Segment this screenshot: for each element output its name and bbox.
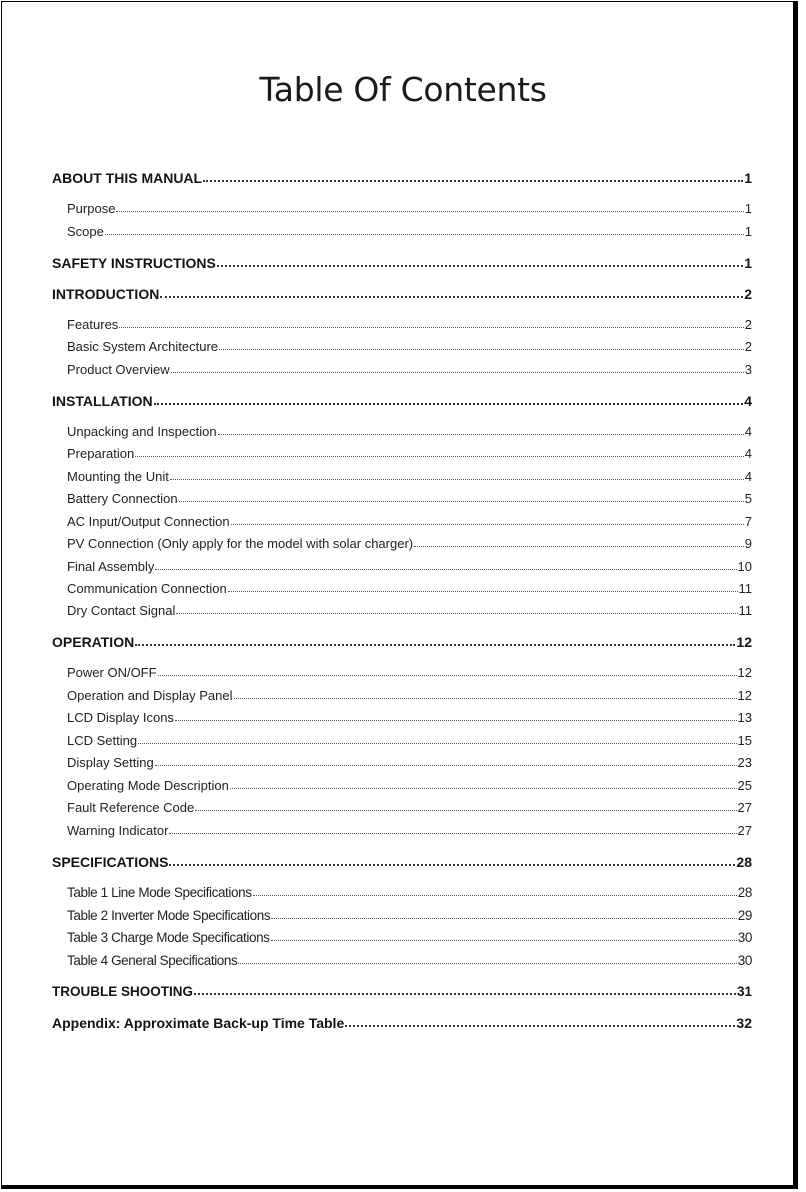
- page-title: Table Of Contents: [259, 70, 547, 109]
- toc-item-pv-connection[interactable]: [67, 536, 752, 551]
- toc-entry-page: 29: [737, 908, 752, 923]
- toc-entry-page: 11: [738, 603, 752, 618]
- toc-entry-page: 2: [744, 317, 752, 332]
- toc-item-lcd-setting[interactable]: [67, 733, 752, 748]
- toc-entry-label: Features: [67, 317, 119, 332]
- toc-entry-page: 30: [737, 953, 752, 968]
- toc-section-about-this-manual[interactable]: [52, 170, 752, 186]
- toc-entry-label: INSTALLATION: [52, 393, 153, 409]
- toc-entry-page: 23: [737, 755, 752, 770]
- toc-item-preparation[interactable]: [67, 446, 752, 461]
- dot-leader: [170, 469, 744, 481]
- toc-entry-page: 4: [744, 424, 752, 439]
- toc-entry-label: Battery Connection: [67, 491, 178, 506]
- toc-entry-label: Table 3 Charge Mode Specifications: [67, 930, 270, 945]
- toc-entry-page: 2: [744, 339, 752, 354]
- dot-leader: [228, 581, 738, 593]
- dot-leader: [234, 688, 737, 700]
- toc-entry-label: Power ON/OFF: [67, 665, 157, 680]
- toc-item-warning-indicator[interactable]: [67, 823, 752, 838]
- toc-item-lcd-display-icons[interactable]: [67, 710, 752, 725]
- dot-leader: [345, 1016, 735, 1028]
- toc-entry-label: Product Overview: [67, 362, 170, 377]
- dot-leader: [238, 953, 736, 965]
- toc-entry-label: Mounting the Unit: [67, 469, 169, 484]
- toc-entry-label: Operation and Display Panel: [67, 688, 233, 703]
- dot-leader: [138, 733, 736, 745]
- dot-leader: [135, 446, 744, 458]
- toc-entry-page: 4: [744, 446, 752, 461]
- toc-entry-page: 31: [736, 984, 752, 999]
- toc-item-scope[interactable]: [67, 224, 752, 239]
- dot-leader: [217, 256, 743, 268]
- toc-entry-page: 4: [744, 469, 752, 484]
- toc-item-table-1-line-mode[interactable]: [67, 885, 752, 900]
- toc-entry-label: Operating Mode Description: [67, 778, 229, 793]
- toc-entry-page: 13: [737, 710, 752, 725]
- toc-entry-label: Preparation: [67, 446, 135, 461]
- toc-item-table-4-general[interactable]: [67, 953, 752, 968]
- toc-item-ac-input-output-connection[interactable]: [67, 514, 752, 529]
- toc-entry-label: PV Connection (Only apply for the model with solar charger): [67, 536, 414, 551]
- toc-entry-label: OPERATION: [52, 634, 135, 650]
- toc-entry-page: 28: [737, 885, 752, 900]
- toc-entry-label: Basic System Architecture: [67, 339, 218, 354]
- toc-entry-label: Appendix: Approximate Back-up Time Table: [52, 1015, 345, 1031]
- toc-entry-page: 10: [737, 559, 752, 574]
- toc-section-trouble-shooting[interactable]: [52, 984, 752, 999]
- toc-entry-page: 5: [744, 491, 752, 506]
- toc-entry-page: 15: [737, 733, 752, 748]
- dot-leader: [271, 908, 737, 920]
- toc-entry-page: 11: [738, 581, 752, 596]
- toc-item-operating-mode-description[interactable]: [67, 778, 752, 793]
- toc-item-power-on-off[interactable]: [67, 665, 752, 680]
- toc-entry-label: Purpose: [67, 201, 116, 216]
- toc-entry-label: Table 4 General Specifications: [67, 953, 238, 968]
- toc-entry-label: Table 1 Line Mode Specifications: [67, 885, 252, 900]
- toc-entry-page: 25: [737, 778, 752, 793]
- toc-entry-label: ABOUT THIS MANUAL: [52, 170, 203, 186]
- toc-entry-page: 27: [737, 823, 752, 838]
- toc-entry-label: SAFETY INSTRUCTIONS: [52, 255, 216, 271]
- toc-entry-label: Final Assembly: [67, 559, 155, 574]
- toc-entry-label: Unpacking and Inspection: [67, 424, 217, 439]
- toc-section-safety-instructions[interactable]: [52, 255, 752, 271]
- toc-entry-page: 1: [744, 255, 752, 271]
- dot-leader: [105, 224, 744, 236]
- toc-item-purpose[interactable]: [67, 201, 752, 216]
- toc-entry-page: 3: [744, 362, 752, 377]
- toc-item-unpacking-and-inspection[interactable]: [67, 424, 752, 439]
- toc-entry-label: LCD Setting: [67, 733, 138, 748]
- toc-item-product-overview[interactable]: [67, 362, 752, 377]
- dot-leader: [218, 424, 744, 436]
- dot-leader: [203, 171, 743, 183]
- dot-leader: [176, 603, 737, 615]
- dot-leader: [175, 710, 737, 722]
- toc-item-operation-and-display-panel[interactable]: [67, 688, 752, 703]
- dot-leader: [169, 855, 735, 867]
- dot-leader: [135, 635, 735, 647]
- toc-entry-page: 4: [744, 393, 752, 409]
- dot-leader: [179, 491, 744, 503]
- toc-item-basic-system-architecture[interactable]: [67, 339, 752, 354]
- dot-leader: [169, 823, 736, 835]
- toc-entry-label: Communication Connection: [67, 581, 227, 596]
- toc-entry-label: AC Input/Output Connection: [67, 514, 230, 529]
- toc-entry-label: INTRODUCTION: [52, 286, 160, 302]
- toc-section-installation[interactable]: [52, 393, 752, 409]
- toc-entry-label: Fault Reference Code: [67, 800, 195, 815]
- toc-item-display-setting[interactable]: [67, 755, 752, 770]
- toc-entry-label: Warning Indicator: [67, 823, 169, 838]
- dot-leader: [154, 394, 744, 406]
- dot-leader: [230, 778, 737, 790]
- toc-item-battery-connection[interactable]: [67, 491, 752, 506]
- dot-leader: [253, 885, 737, 897]
- dot-leader: [155, 559, 736, 571]
- toc-entry-label: LCD Display Icons: [67, 710, 174, 725]
- toc-entry-page: 1: [744, 224, 752, 239]
- toc-entry-label: TROUBLE SHOOTING: [52, 984, 193, 999]
- toc-entry-page: 32: [736, 1015, 752, 1031]
- toc-entry-page: 27: [737, 800, 752, 815]
- dot-leader: [219, 339, 744, 351]
- toc-entry-page: 12: [736, 634, 752, 650]
- dot-leader: [171, 362, 744, 374]
- dot-leader: [194, 984, 736, 996]
- dot-leader: [119, 317, 743, 329]
- toc-entry-page: 1: [744, 170, 752, 186]
- toc-entry-page: 12: [737, 688, 752, 703]
- dot-leader: [116, 201, 743, 213]
- toc-item-table-3-charge-mode[interactable]: [67, 930, 752, 945]
- toc-entry-label: Display Setting: [67, 755, 154, 770]
- dot-leader: [158, 665, 737, 677]
- dot-leader: [271, 930, 737, 942]
- toc-section-specifications[interactable]: [52, 854, 752, 870]
- toc-item-features[interactable]: [67, 317, 752, 332]
- toc-entry-page: 2: [744, 286, 752, 302]
- toc-item-table-2-inverter-mode[interactable]: [67, 908, 752, 923]
- toc-section-operation[interactable]: [52, 634, 752, 650]
- toc-item-communication-connection[interactable]: [67, 581, 752, 596]
- toc-entry-label: Scope: [67, 224, 104, 239]
- toc-entry-page: 12: [737, 665, 752, 680]
- toc-entry-label: Table 2 Inverter Mode Specifications: [67, 908, 271, 923]
- dot-leader: [160, 287, 743, 299]
- dot-leader: [231, 514, 744, 526]
- dot-leader: [155, 755, 737, 767]
- toc-section-introduction[interactable]: [52, 286, 752, 302]
- toc-entry-page: 28: [736, 854, 752, 870]
- toc-entry-page: 9: [744, 536, 752, 551]
- toc-entry-page: 30: [737, 930, 752, 945]
- toc-entry-label: SPECIFICATIONS: [52, 854, 169, 870]
- toc-entry-page: 7: [744, 514, 752, 529]
- toc-entry-page: 1: [744, 201, 752, 216]
- toc-entry-label: Dry Contact Signal: [67, 603, 176, 618]
- toc-item-final-assembly[interactable]: [67, 559, 752, 574]
- toc-item-mounting-the-unit[interactable]: [67, 469, 752, 484]
- toc-item-dry-contact-signal[interactable]: [67, 603, 752, 618]
- dot-leader: [195, 800, 736, 812]
- toc-section-appendix-backup-time[interactable]: [52, 1015, 752, 1031]
- dot-leader: [414, 536, 744, 548]
- toc-item-fault-reference-code[interactable]: [67, 800, 752, 815]
